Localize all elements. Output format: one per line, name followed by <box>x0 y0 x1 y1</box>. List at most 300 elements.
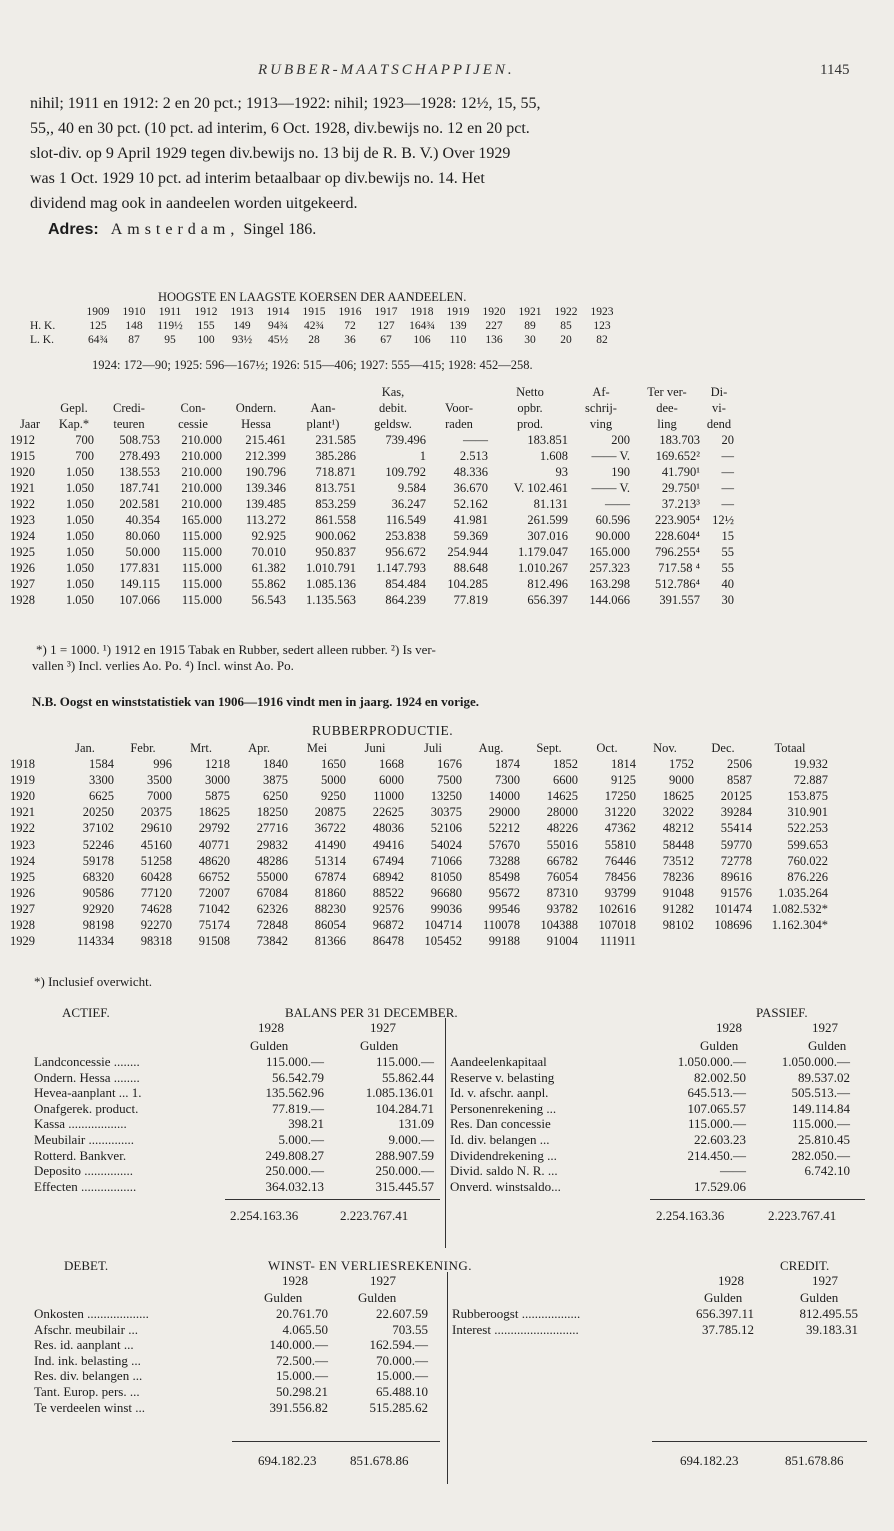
table-cell: 76054 <box>546 869 578 884</box>
header-cell: vi- <box>712 401 726 415</box>
table-row <box>10 869 828 885</box>
table-cell: 210.000 <box>181 433 222 447</box>
table-cell: 14625 <box>546 789 578 804</box>
table-row <box>34 1070 434 1086</box>
financials-note: vallen ³) Incl. verlies Ao. Po. ⁴) Incl. winst Ao. Po. <box>32 658 294 673</box>
intro-line: nihil; 1911 en 1912: 2 en 20 pct.; 1913—1922: nihil; 1923—1928: 12½, 15, 55, <box>30 95 541 112</box>
production-note: *) Inclusief overwicht. <box>34 974 153 989</box>
table-cell: 20125 <box>720 789 752 804</box>
table-row <box>34 1116 434 1132</box>
running-header: RUBBER-MAATSCHAPPIJEN. <box>258 62 515 78</box>
table-cell: 41.790¹ <box>661 465 700 479</box>
table-cell: — <box>721 497 734 511</box>
pl-left-unit: Gulden <box>358 1290 397 1305</box>
balance-total-1928: 2.254.163.36 <box>230 1208 299 1223</box>
table-cell: 95672 <box>488 885 520 900</box>
table-cell: 3300 <box>89 773 114 788</box>
header-cell <box>98 384 164 400</box>
table-cell: 88.648 <box>453 561 488 575</box>
pl-right-year: 1928 <box>718 1273 744 1288</box>
table-cell: 32022 <box>662 805 694 820</box>
table-cell: 1.010.791 <box>306 561 356 575</box>
header-cell: ving <box>589 417 613 431</box>
balance-left-unit: Gulden <box>250 1038 289 1053</box>
table-cell: 19.932 <box>793 757 828 772</box>
table-cell: 261.599 <box>527 513 568 527</box>
amount-cell: 515.285.62 <box>369 1399 428 1415</box>
table-cell: V. 102.461 <box>513 481 568 495</box>
table-row <box>10 480 738 496</box>
month-header: Juni <box>364 741 386 755</box>
table-cell: 51258 <box>140 853 172 868</box>
table-cell: 20250 <box>82 805 114 820</box>
month-header: Dec. <box>711 741 735 755</box>
table-cell: 956.672 <box>385 545 426 559</box>
month-header: Juli <box>423 741 443 755</box>
table-cell: 59178 <box>82 853 114 868</box>
address-label: Adres: <box>48 221 99 238</box>
table-cell: 55414 <box>720 821 752 836</box>
amount-cell: 149.114.84 <box>791 1100 850 1116</box>
table-cell: 116.549 <box>385 513 426 527</box>
table-cell: 92920 <box>82 901 114 916</box>
row-label: Res. Dan concessie <box>450 1116 551 1132</box>
header-cell: Credi- <box>113 401 145 415</box>
table-cell: 7500 <box>437 773 462 788</box>
row-label: Afschr. meubilair ... <box>34 1321 138 1337</box>
year-cell: 1914 <box>266 306 290 318</box>
table-cell: 50.000 <box>125 545 160 559</box>
table-cell: 8587 <box>727 773 752 788</box>
year-cell: 1917 <box>374 306 398 318</box>
amount-cell: 162.594.— <box>369 1337 428 1353</box>
month-header: Jan. <box>75 741 95 755</box>
table-cell: 210.000 <box>181 481 222 495</box>
row-label: Res. div. belangen ... <box>34 1368 143 1384</box>
table-cell: 52.162 <box>453 497 488 511</box>
table-cell: 52246 <box>82 837 114 852</box>
amount-cell: 364.032.13 <box>265 1178 324 1194</box>
table-cell: 200 <box>611 433 630 447</box>
table-cell: 599.653 <box>787 837 828 852</box>
page-number: 1145 <box>820 62 850 78</box>
table-cell: 6600 <box>553 773 578 788</box>
amount-cell: 1.050.000.— <box>677 1054 746 1069</box>
header-cell: Kap.* <box>58 417 90 431</box>
year-cell: 1918 <box>10 757 35 772</box>
pl-left-unit: Gulden <box>264 1290 303 1305</box>
amount-cell: 72.500.— <box>276 1352 328 1368</box>
amount-cell: 56.542.79 <box>272 1069 324 1085</box>
table-row <box>10 788 828 804</box>
pl-right-label: CREDIT. <box>780 1258 830 1273</box>
row-label: Te verdeelen winst ... <box>34 1399 145 1415</box>
table-row <box>10 528 738 544</box>
table-cell: 98318 <box>140 934 172 949</box>
amount-cell: 82.002.50 <box>694 1069 746 1085</box>
table-row <box>10 853 828 869</box>
table-cell: 190 <box>611 465 630 479</box>
table-cell <box>694 933 752 949</box>
header-cell: teuren <box>113 417 145 431</box>
table-cell: 92270 <box>140 918 172 933</box>
table-row <box>34 1306 428 1322</box>
table-cell: 177.831 <box>119 561 160 575</box>
balance-left-year-1928: 1928 <box>258 1020 284 1035</box>
amount-cell: 1.085.136.01 <box>365 1085 434 1101</box>
pl-total-1928: 694.182.23 <box>258 1453 317 1468</box>
table-cell: 900.062 <box>315 529 356 543</box>
table-cell: 254.944 <box>447 545 488 559</box>
row-label: Onafgerek. product. <box>34 1100 139 1116</box>
table-cell: 54024 <box>430 837 462 852</box>
year-cell: 1916 <box>338 306 362 318</box>
month-header: Totaal <box>774 741 806 755</box>
amount-cell: 131.09 <box>398 1116 434 1132</box>
table-cell: 48620 <box>198 853 230 868</box>
header-cell: Aan- <box>310 401 336 415</box>
table-cell: 1920 <box>10 465 35 479</box>
amount-cell: 115.000.— <box>791 1116 850 1132</box>
table-cell: 55.862 <box>251 577 286 591</box>
table-cell: 40771 <box>198 837 230 852</box>
amount-cell: 4.065.50 <box>282 1321 328 1337</box>
row-label: Id. v. afschr. aanpl. <box>450 1085 549 1101</box>
header-cell <box>164 384 226 400</box>
table-cell: 40 <box>721 577 734 591</box>
table-cell: 92576 <box>372 901 404 916</box>
balance-right-table <box>450 1054 850 1194</box>
balance-total-1927: 2.223.767.41 <box>768 1208 837 1223</box>
header-cell: prod. <box>516 417 544 431</box>
table-cell: 27716 <box>256 821 288 836</box>
month-header: Sept. <box>536 741 562 755</box>
row-label: Onverd. winstsaldo... <box>450 1178 561 1194</box>
amount-cell: 15.000.— <box>376 1368 428 1384</box>
table-cell: 41.981 <box>453 513 488 527</box>
table-cell: 2.513 <box>459 449 488 463</box>
table-cell: 90.000 <box>595 529 630 543</box>
table-cell: 18625 <box>662 789 694 804</box>
table-cell: —— V. <box>591 449 630 463</box>
koersen-extra: 1924: 172—90; 1925: 596—167½; 1926: 515—406; 1927: 555—415; 1928: 452—258. <box>92 358 533 372</box>
table-row <box>10 885 828 901</box>
table-cell: 75174 <box>198 918 230 933</box>
table-cell: 6625 <box>89 789 114 804</box>
table-cell: 115.000 <box>181 529 222 543</box>
table-row <box>10 772 828 788</box>
amount-cell: 391.556.82 <box>269 1399 328 1415</box>
month-header: Febr. <box>130 741 156 755</box>
financials-header-row <box>10 384 738 400</box>
year-cell: 1924 <box>10 853 35 868</box>
table-cell: 66752 <box>198 869 230 884</box>
row-label: Id. div. belangen ... <box>450 1131 550 1147</box>
table-cell: 115.000 <box>181 561 222 575</box>
table-cell: 72007 <box>198 885 230 900</box>
year-cell: 1915 <box>302 306 326 318</box>
table-cell: 656.397 <box>527 593 568 607</box>
table-cell: 91048 <box>662 885 694 900</box>
table-cell: 109.792 <box>385 465 426 479</box>
table-cell: 20375 <box>140 805 172 820</box>
table-cell: 1.147.793 <box>376 561 426 575</box>
table-cell: 99036 <box>430 901 462 916</box>
table-cell: 1.050 <box>65 577 94 591</box>
header-cell <box>54 384 98 400</box>
table-cell: — <box>721 449 734 463</box>
table-row <box>34 1101 434 1117</box>
year-cell: 1910 <box>122 306 146 318</box>
header-cell: dee- <box>656 401 678 415</box>
table-cell: 39284 <box>720 805 752 820</box>
intro-line: slot-div. op 9 April 1929 tegen div.bewijs no. 13 bij de R. B. V.) Over 1929 <box>30 145 511 162</box>
balance-left-label: ACTIEF. <box>62 1005 110 1020</box>
header-cell <box>430 384 492 400</box>
table-cell: 92.925 <box>251 529 286 543</box>
table-cell: 1.010.267 <box>518 561 568 575</box>
header-cell: Ondern. <box>235 401 277 415</box>
table-cell: 91004 <box>546 934 578 949</box>
table-cell: 113.272 <box>245 513 286 527</box>
amount-cell: —— <box>720 1163 746 1179</box>
table-cell: 67084 <box>256 885 288 900</box>
table-cell: 1926 <box>10 561 35 575</box>
header-cell: ling <box>657 417 677 431</box>
table-row <box>10 933 828 949</box>
table-cell: 78456 <box>604 869 636 884</box>
table-cell: 228.604⁴ <box>655 529 700 543</box>
table-cell: 1.035.264 <box>778 885 828 900</box>
row-label: Effecten ................. <box>34 1178 137 1194</box>
table-cell: 73842 <box>256 934 288 949</box>
amount-cell: 6.742.10 <box>804 1163 850 1179</box>
header-cell: plant¹) <box>306 417 340 431</box>
row-label: Ind. ink. belasting ... <box>34 1352 141 1368</box>
table-cell: 48226 <box>546 821 578 836</box>
amount-cell: 9.000.— <box>388 1131 434 1147</box>
table-cell: 86478 <box>372 934 404 949</box>
table-cell: 68942 <box>372 869 404 884</box>
table-cell: 1928 <box>10 593 35 607</box>
table-cell: 215.461 <box>245 433 286 447</box>
table-cell: 144.066 <box>589 593 630 607</box>
table-cell: 853.259 <box>315 497 356 511</box>
table-row <box>10 464 738 480</box>
table-cell: 115.000 <box>181 577 222 591</box>
header-cell: Voor- <box>445 401 473 415</box>
amount-cell: 250.000.— <box>265 1163 324 1179</box>
table-cell: 864.239 <box>385 593 426 607</box>
koersen-row-low: L. K. 64¾ 87 95 100 93½ 45½ 28 36 67 106 110 136 30 20 82 <box>30 334 608 346</box>
balance-title: BALANS PER 31 DECEMBER. <box>285 1005 458 1020</box>
amount-cell: 140.000.— <box>269 1337 328 1353</box>
table-cell: 68320 <box>82 869 114 884</box>
row-label: Divid. saldo N. R. ... <box>450 1163 558 1179</box>
balance-divider <box>445 1018 446 1248</box>
table-cell: 93 <box>555 465 568 479</box>
table-cell <box>752 933 828 949</box>
header-cell: Kas, <box>381 385 405 399</box>
year-cell: 1928 <box>10 918 35 933</box>
table-row <box>34 1400 428 1416</box>
table-cell: 31220 <box>604 805 636 820</box>
amount-cell: 22.607.59 <box>376 1306 428 1321</box>
table-cell: 67494 <box>372 853 404 868</box>
year-cell: 1923 <box>590 306 614 318</box>
table-cell: 3000 <box>205 773 230 788</box>
table-cell: 85498 <box>488 869 520 884</box>
table-cell: 1.082.532* <box>771 901 828 916</box>
production-header-row <box>10 740 828 756</box>
financials-table <box>10 384 738 608</box>
year-cell: 1925 <box>10 869 35 884</box>
table-row <box>10 804 828 820</box>
balance-right-label: PASSIEF. <box>756 1005 808 1020</box>
amount-cell: 250.000.— <box>375 1163 434 1179</box>
month-header: Nov. <box>653 741 677 755</box>
table-cell: 307.016 <box>527 529 568 543</box>
amount-cell: 55.862.44 <box>382 1069 434 1085</box>
table-cell: 7000 <box>147 789 172 804</box>
table-cell: 202.581 <box>119 497 160 511</box>
table-cell: 6000 <box>379 773 404 788</box>
header-cell: Hessa <box>241 417 271 431</box>
table-row <box>10 512 738 528</box>
table-cell: 1923 <box>10 513 35 527</box>
pl-left-label: DEBET. <box>64 1258 109 1273</box>
pl-right-table <box>452 1306 858 1337</box>
table-cell: 210.000 <box>181 465 222 479</box>
table-cell: 61.382 <box>251 561 286 575</box>
table-cell: — <box>721 465 734 479</box>
table-cell: 77.819 <box>453 593 488 607</box>
year-cell: 1920 <box>10 789 35 804</box>
table-cell: 88522 <box>372 885 404 900</box>
table-cell: 1650 <box>321 757 346 772</box>
amount-cell: 282.050.— <box>791 1147 850 1163</box>
table-cell: 98102 <box>662 918 694 933</box>
amount-cell: 39.183.31 <box>806 1321 858 1337</box>
table-cell: 18250 <box>256 805 288 820</box>
table-cell: 1.085.136 <box>306 577 356 591</box>
balance-rule <box>650 1199 865 1200</box>
table-cell: 1218 <box>205 757 230 772</box>
address-line <box>48 218 316 241</box>
intro-line: dividend mag ook in aandeelen worden uitgekeerd. <box>30 195 358 212</box>
table-cell: 522.253 <box>787 821 828 836</box>
table-cell: 1.050 <box>65 529 94 543</box>
table-cell: 1915 <box>10 449 35 463</box>
table-cell: 210.000 <box>181 449 222 463</box>
table-cell: 700 <box>75 449 94 463</box>
table-cell: 60.596 <box>595 513 630 527</box>
table-row <box>10 560 738 576</box>
pl-rule <box>232 1441 440 1442</box>
table-cell: 91282 <box>662 901 694 916</box>
balance-right-unit: Gulden <box>808 1038 847 1053</box>
table-cell: —— <box>605 497 630 511</box>
table-cell: 72.887 <box>793 773 828 788</box>
table-cell: 71042 <box>198 901 230 916</box>
amount-cell: 104.284.71 <box>375 1100 434 1116</box>
amount-cell: 15.000.— <box>276 1368 328 1384</box>
address-street: Singel 186. <box>243 221 317 238</box>
table-cell: —— V. <box>591 481 630 495</box>
table-cell: 9.584 <box>397 481 426 495</box>
table-cell: 876.226 <box>787 869 828 884</box>
table-cell: 114334 <box>76 934 114 949</box>
table-cell: 80.060 <box>125 529 160 543</box>
table-row <box>10 837 828 853</box>
table-cell: 81050 <box>430 869 462 884</box>
table-cell: 1752 <box>669 757 694 772</box>
table-cell: 51314 <box>314 853 346 868</box>
table-row <box>10 576 738 592</box>
table-cell: 98198 <box>82 918 114 933</box>
year-cell: 1919 <box>446 306 470 318</box>
table-cell: 183.851 <box>527 433 568 447</box>
amount-cell: 645.513.— <box>687 1085 746 1101</box>
table-cell: 1840 <box>263 757 288 772</box>
amount-cell: 812.495.55 <box>799 1306 858 1321</box>
amount-cell: 135.562.96 <box>265 1085 324 1101</box>
address-city: Amsterdam, <box>110 221 240 238</box>
row-label: Hevea-aanplant ... 1. <box>34 1085 142 1101</box>
row-label: Tant. Europ. pers. ... <box>34 1383 140 1399</box>
table-cell: 1924 <box>10 529 35 543</box>
table-cell: 107.066 <box>119 593 160 607</box>
year-cell: 1918 <box>410 306 434 318</box>
table-cell: 90586 <box>82 885 114 900</box>
table-row <box>452 1322 858 1338</box>
table-cell: 190.796 <box>245 465 286 479</box>
table-cell: 81366 <box>314 934 346 949</box>
table-cell: 6250 <box>263 789 288 804</box>
table-row <box>34 1337 428 1353</box>
table-cell: 1.050 <box>65 481 94 495</box>
table-cell: 99546 <box>488 901 520 916</box>
table-cell: 257.323 <box>589 561 630 575</box>
table-cell: 108696 <box>714 918 752 933</box>
header-cell <box>10 400 54 416</box>
month-header: Aug. <box>478 741 504 755</box>
row-label: Meubilair .............. <box>34 1131 135 1147</box>
table-cell: 48286 <box>256 853 288 868</box>
header-cell: Gepl. <box>60 401 88 415</box>
table-cell: 812.496 <box>527 577 568 591</box>
table-cell: 110078 <box>482 918 520 933</box>
header-cell: Con- <box>180 401 206 415</box>
table-cell: 739.496 <box>385 433 426 447</box>
table-cell: 93782 <box>546 901 578 916</box>
table-cell: 18625 <box>198 805 230 820</box>
pl-rule <box>652 1441 867 1442</box>
table-row <box>450 1101 850 1117</box>
row-label: Deposito ............... <box>34 1163 133 1179</box>
table-cell: 55016 <box>546 837 578 852</box>
amount-cell: 25.810.45 <box>798 1131 850 1147</box>
table-cell: 104.285 <box>447 577 488 591</box>
table-cell: 1.050 <box>65 497 94 511</box>
table-cell: 854.484 <box>385 577 426 591</box>
table-cell: 56.543 <box>251 593 286 607</box>
year-cell: 1923 <box>10 837 35 852</box>
table-cell: 9000 <box>669 773 694 788</box>
table-cell: 66782 <box>546 853 578 868</box>
pl-total-1927: 851.678.86 <box>785 1453 844 1468</box>
table-cell: 29792 <box>198 821 230 836</box>
